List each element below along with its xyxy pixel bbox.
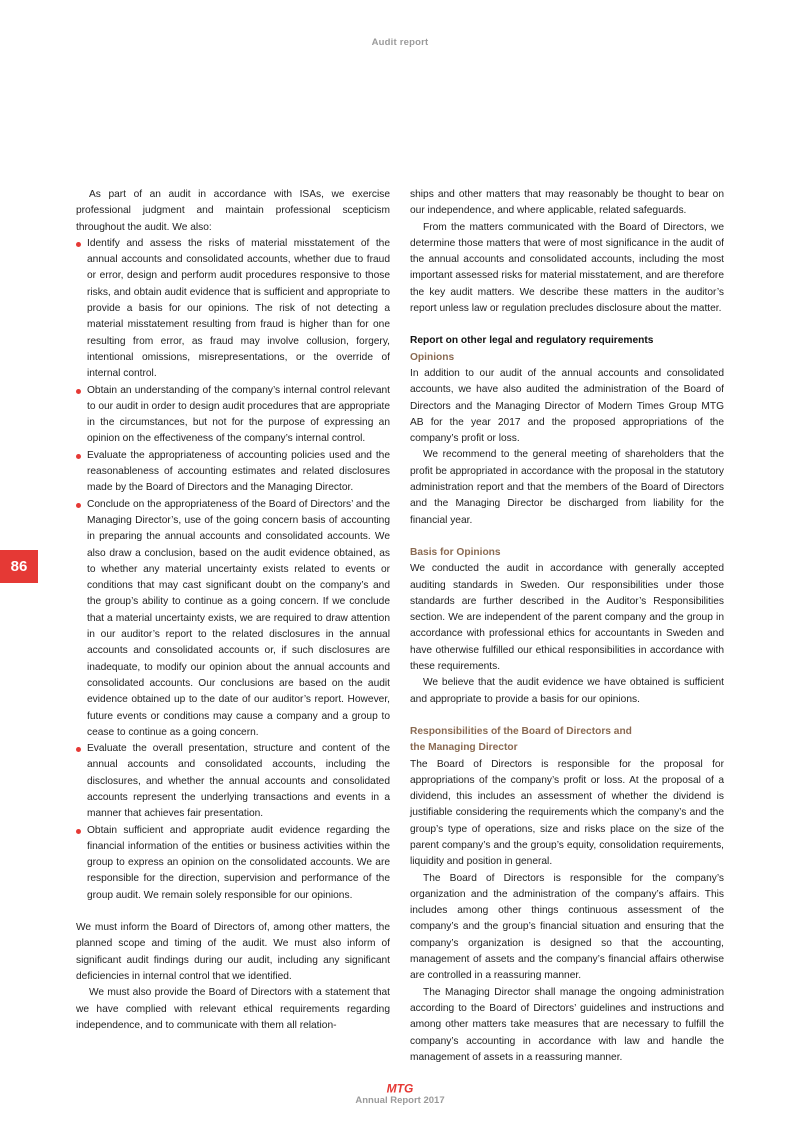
matters-paragraph: From the matters communicated with the Board of Directors, we determine those matters that were of most significance in the audit of the annual accounts and consolidated accounts, including the most important assessed risks for material misstatement, and are therefore the key audit matters. We describe these matters in the auditor’s report unless law or regulation precludes disclosure about the matter. [410, 221, 724, 315]
left-column [76, 187, 390, 1034]
list-item [76, 741, 390, 822]
list-item-text: Identify and assess the risks of material misstatement of the annual accounts and consolidated accounts, whether due to fraud or error, design and perform audit procedures responsive to those risks, and obtain audit evidence that is sufficient and appropriate to provide a basis for our opinions. The risk of not detecting a material misstatement resulting from fraud is higher than for one resulting from error, as fraud may involve collusion, forgery, intentional omissions, misrepresentations, or the override of internal control. [87, 237, 390, 380]
bullet-icon [76, 503, 81, 508]
bullet-icon [76, 747, 81, 752]
list-item-text: Evaluate the overall presentation, structure and content of the annual accounts and consolidated accounts, including the disclosures, and whether the annual accounts and consolidated accounts represent the underlying transactions and events in a manner that achieves fair presentation. [87, 743, 390, 820]
footer-annual-report: Annual Report 2017 [355, 1095, 445, 1106]
right-column [410, 187, 724, 1066]
intro-paragraph: As part of an audit in accordance with ISAs, we exercise professional judgment and maintain professional scepticism throughout the audit. We also: [76, 189, 390, 233]
recommend-paragraph: We recommend to the general meeting of shareholders that the profit be appropriated in accordance with the proposal in the statutory administration report and that the members of the Board of Directors and the Managing Director be discharged from liability for the financial year. [410, 449, 724, 526]
page-number-badge: 86 [0, 550, 38, 583]
list-item-text: Evaluate the appropriateness of accounting policies used and the reasonableness of accounting estimates and related disclosures made by the Board of Directors and the Managing Director. [87, 449, 390, 494]
basis-paragraph: We conducted the audit in accordance with generally accepted auditing standards in Sweden. Our responsibilities under those standards are further described in the Auditor’s Responsibilities section. We are independent of the parent company and the group in accordance with professional ethics for accountants in Sweden and have otherwise fulfilled our ethical responsibilities in accordance with these requirements. [410, 563, 724, 673]
list-item-text: Conclude on the appropriateness of the Board of Directors’ and the Managing Director’s, use of the going concern basis of accounting in preparing the annual accounts and consolidated accounts. We also draw a conclusion, based on the audit evidence obtained, as to whether any material uncertainty exists related to events or conditions that may cast significant doubt on the company’s and the group’s ability to continue as a going concern. If we conclude that a material uncertainty exists, we are required to draw attention in our auditor’s report to the related disclosures in the annual accounts and consolidated accounts or, if such disclosures are inadequate, to modify our opinion about the annual accounts and consolidated accounts. Our conclusions are based on the audit evidence obtained up to the date of our auditor’s report. However, future events or conditions may cause a company and a group to cease to continue as a going concern. [87, 498, 390, 738]
opinions-paragraph: In addition to our audit of the annual accounts and consolidated accounts, we have also audited the administration of the Board of Directors and the Managing Director of Modern Times Group MTG AB for the year 2017 and the proposed appropriations of the company’s profit or loss. [410, 367, 724, 445]
continuation-paragraph: ships and other matters that may reasonably be thought to bear on our independence, and where applicable, related safeguards. [410, 189, 724, 217]
section-heading-legal: Report on other legal and regulatory requirements [410, 335, 654, 347]
list-item [76, 236, 390, 383]
inform-paragraph: We must inform the Board of Directors of, among other matters, the planned scope and timing of the audit. We must also inform of significant audit findings during our audit, including any significant deficiencies in internal control that we identified. [76, 922, 390, 982]
list-item [76, 823, 390, 904]
bullet-icon [76, 242, 81, 247]
audit-procedures-list [76, 236, 390, 904]
list-item-text: Obtain sufficient and appropriate audit evidence regarding the financial information of the entities or business activities within the group to express an opinion on the consolidated accounts. We are responsible for the direction, supervision and performance of the group audit. We remain solely responsible for our opinions. [87, 824, 390, 901]
subheading-opinions: Opinions [410, 351, 455, 363]
list-item [76, 448, 390, 497]
subheading-responsibilities: Responsibilities of the Board of Directors and the Managing Director [410, 725, 632, 754]
svg-text:MTG: MTG [386, 1081, 414, 1096]
list-item [76, 497, 390, 741]
bullet-icon [76, 389, 81, 394]
subheading-basis: Basis for Opinions [410, 546, 501, 558]
bullet-icon [76, 454, 81, 459]
list-item [76, 383, 390, 448]
bullet-icon [76, 829, 81, 834]
list-item-text: Obtain an understanding of the company’s internal control relevant to our audit in order to design audit procedures that are appropriate in the circumstances, but not for the purpose of expressing an opinion on the effectiveness of the company’s internal control. [87, 384, 390, 445]
responsibilities-paragraph-1: The Board of Directors is responsible for the proposal for appropriations of the company’s profit or loss. At the proposal of a dividend, this includes an assessment of whether the dividend is justifiable considering the requirements which the company’s and the group’s type of operations, size and risks place on the size of the parent company’s and the group’s equity, consolidation requirements, liquidity and position in general. [410, 758, 724, 868]
page-header-title: Audit report [371, 37, 429, 48]
statement-paragraph: We must also provide the Board of Directors with a statement that we have complied with relevant ethical requirements regarding independence, and to communicate with them all relation- [76, 987, 390, 1031]
responsibilities-paragraph-2: The Board of Directors is responsible for the company’s organization and the administration of the company’s affairs. This includes among other things continuous assessment of the company’s and the group’s financial situation and ensuring that the company’s organization is designed so that the accounting, management of assets and the company’s financial affairs otherwise are controlled in a reassuring manner. [410, 872, 724, 982]
responsibilities-paragraph-3: The Managing Director shall manage the ongoing administration according to the Board of Directors’ guidelines and instructions and among other matters take measures that are necessary to fulfill the company’s accounting in accordance with law and handle the management of assets in a reassuring manner. [410, 986, 724, 1063]
believe-paragraph: We believe that the audit evidence we have obtained is sufficient and appropriate to provide a basis for our opinions. [410, 677, 724, 705]
